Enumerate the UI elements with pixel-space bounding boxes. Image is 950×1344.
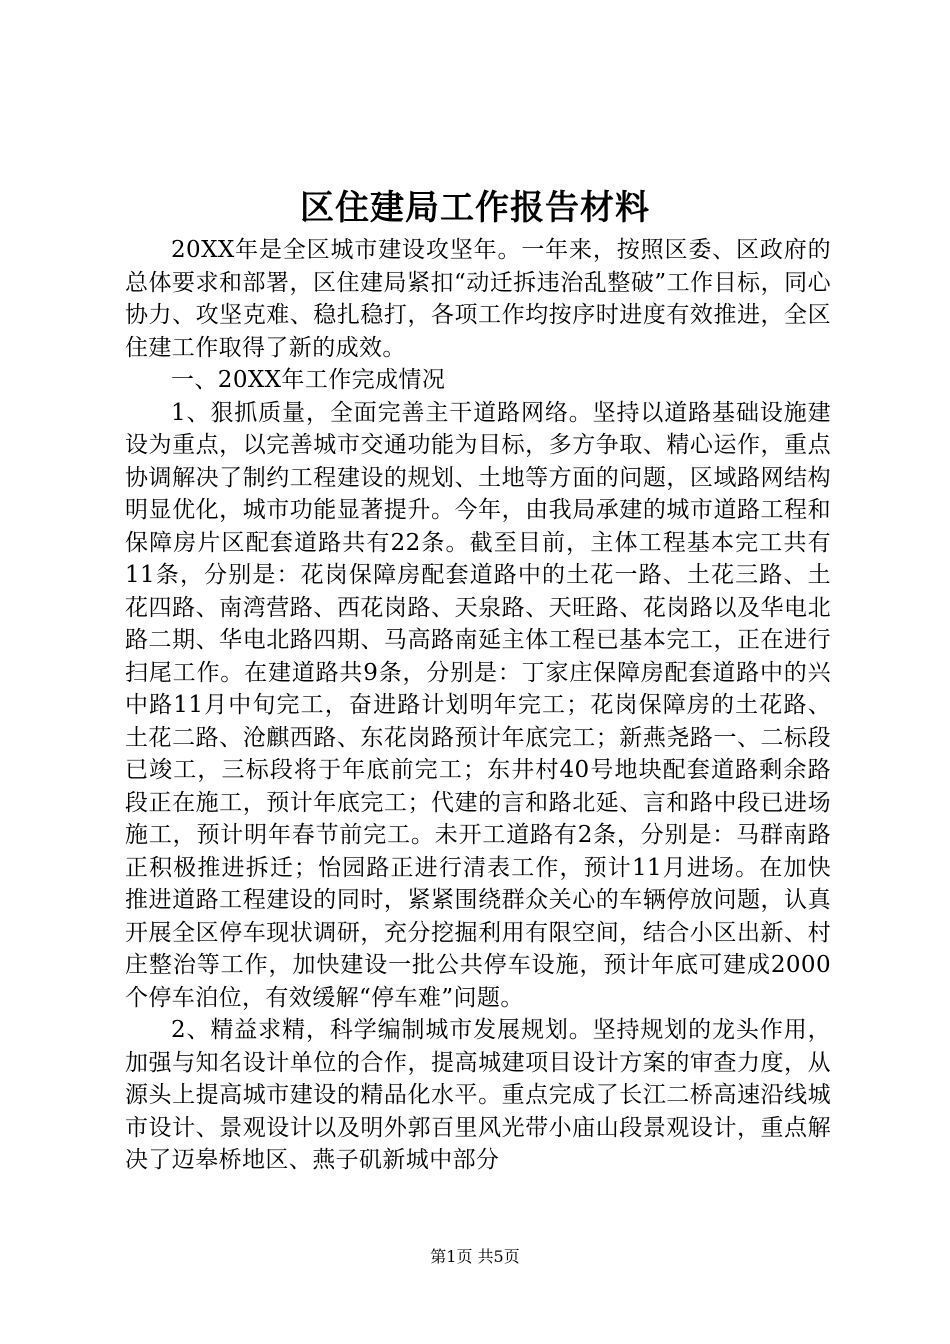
paragraph-roads: 1、狠抓质量，全面完善主干道路网络。坚持以道路基础设施建设为重点，以完善城市交通功能为目标，多方争取、精心运作，重点协调解决了制约工程建设的规划、土地等方面的问题，区域路网结构明显优化，城市功能显著提升。今年，由我局承建的城市道路工程和保障房片区配套道路共有22条。截至目前，主体工程基本完工共有11条，分别是：花岗保障房配套道路中的土花一路、土花三路、土花四路、南湾营路、西花岗路、天泉路、天旺路、花岗路以及华电北路二期、华电北路四期、马高路南延主体工程已基本完工，正在进行扫尾工作。在建道路共9条，分别是：丁家庄保障房配套道路中的兴中路11月中旬完工，奋进路计划明年完工；花岗保障房的土花路、土花二路、沧麒西路、东花岗路预计年底完工；新燕尧路一、二标段已竣工，三标段将于年底前完工；东井村40号地块配套道路剩余路段正在施工，预计年底完工；代建的言和路北延、言和路中段已进场施工，预计明年春节前完工。未开工道路有2条，分别是：马群南路正积极推进拆迁；怡园路正进行清表工作，预计11月进场。在加快推进道路工程建设的同时，紧紧围绕群众关心的车辆停放问题，认真开展全区停车现状调研，充分挖掘利用有限空间，结合小区出新、村庄整治等工作，加快建设一批公共停车设施，预计年底可建成2000个停车泊位，有效缓解“停车难”问题。 [125, 399, 831, 1011]
document-body [125, 234, 831, 1177]
section-heading: 一、20XX年工作完成情况 [171, 367, 446, 393]
paragraph-planning: 2、精益求精，科学编制城市发展规划。坚持规划的龙头作用，加强与知名设计单位的合作，提高城建项目设计方案的审查力度，从源头上提高城市建设的精品化水平。重点完成了长江二桥高速沿线城市设计、景观设计以及明外郭百里风光带小庙山段景观设计，重点解决了迈皋桥地区、燕子矶新城中部分 [125, 1017, 831, 1173]
paragraph-intro: 20XX年是全区城市建设攻坚年。一年来，按照区委、区政府的总体要求和部署，区住建局紧扣“动迁拆违治乱整破”工作目标，同心协力、攻坚克难、稳扎稳打，各项工作均按序时进度有效推进，全区住建工作取得了新的成效。 [125, 237, 831, 361]
page-footer: 第1页 共5页 [430, 1247, 520, 1266]
document-title: 区住建局工作报告材料 [300, 188, 650, 228]
